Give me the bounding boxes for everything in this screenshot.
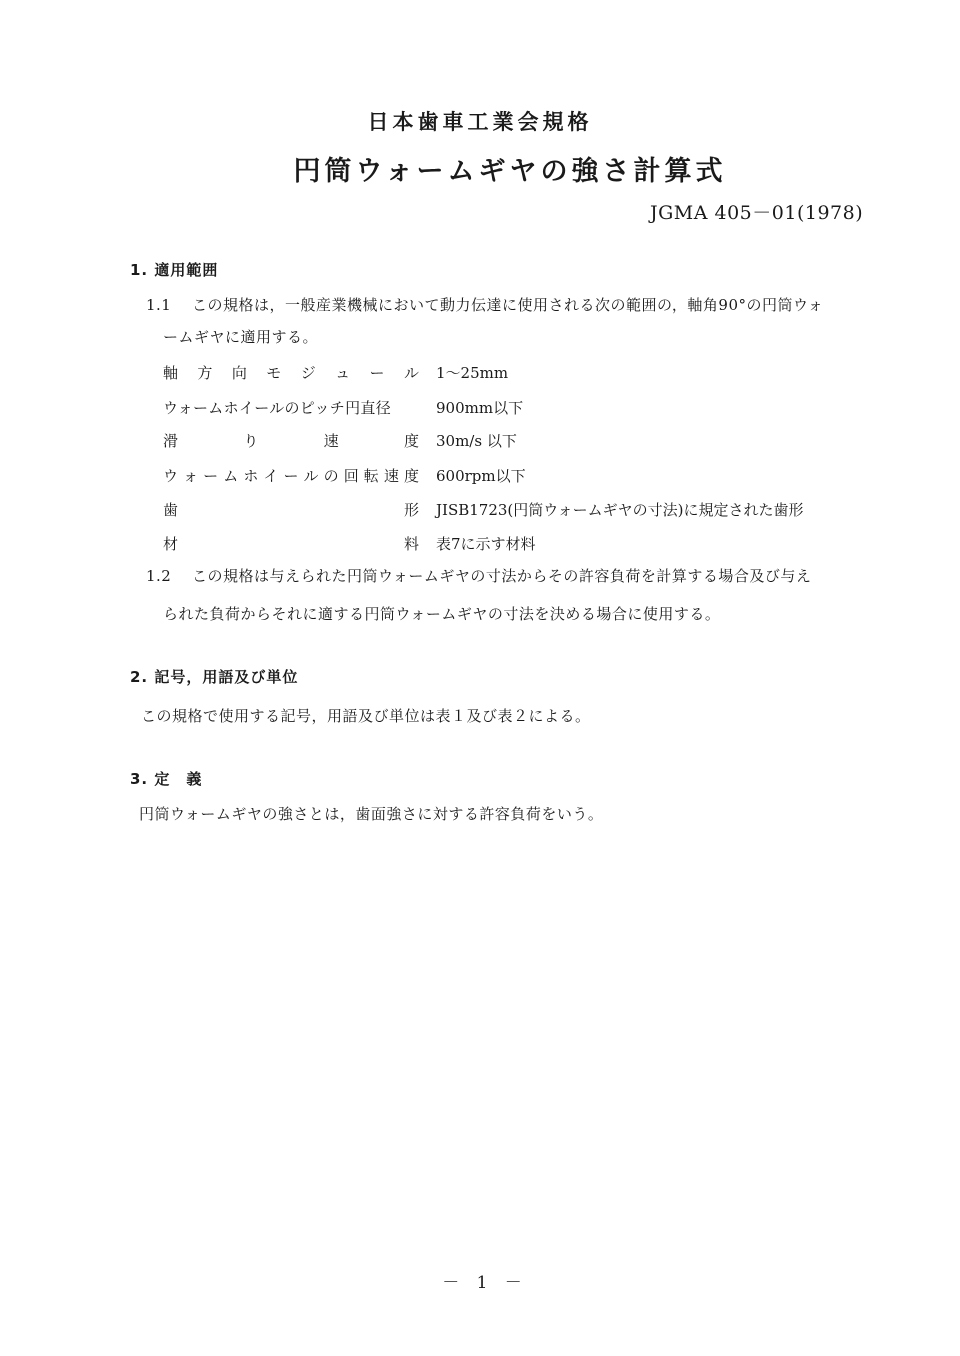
page-number: － 1 － (442, 1273, 528, 1293)
clause-1-1-number: 1.1 (146, 296, 172, 314)
section-1-heading: 1. 適用範囲 (130, 261, 219, 279)
clause-1-1-line2: ームギヤに適用する。 (163, 328, 319, 346)
spec-label: ウ ォ ー ム ホ イ ー ル の 回 転 速 度 (163, 467, 419, 485)
clause-1-2-line2: られた負荷からそれに適する円筒ウォームギヤの寸法を決める場合に使用する。 (163, 605, 721, 623)
spec-value: 30m/s 以下 (436, 432, 517, 450)
section-3-heading: 3. 定 義 (130, 770, 203, 788)
spec-value: JISB1723(円筒ウォームギヤの寸法)に規定された歯形 (436, 501, 804, 519)
spec-value: 1～25mm (436, 364, 509, 382)
organization-name: 日本歯車工業会規格 (367, 110, 593, 134)
spec-value: 600rpm以下 (436, 467, 526, 485)
spec-label: 歯 形 (163, 501, 419, 519)
spec-label: 材 料 (163, 535, 419, 553)
spec-label: 滑 り 速 度 (163, 432, 419, 450)
section-2-heading: 2. 記号，用語及び単位 (130, 668, 299, 686)
spec-label: 軸 方 向 モ ジ ュ ー ル (163, 364, 419, 382)
spec-value: 900mm以下 (436, 399, 524, 417)
document-title: 円筒ウォームギヤの強さ計算式 (293, 156, 727, 187)
clause-1-1-line1 (146, 294, 823, 315)
section-2-text: この規格で使用する記号，用語及び単位は表１及び表２による。 (141, 707, 591, 725)
clause-1-2-line1 (146, 565, 811, 586)
clause-1-2-number: 1.2 (146, 567, 172, 585)
spec-label: ウォームホイールのピッチ円直径 (163, 399, 392, 417)
spec-value: 表7に示す材料 (436, 535, 536, 553)
clause-1-1-text: この規格は，一般産業機械において動力伝達に使用される次の範囲の，軸角90°の円筒ウォ (192, 296, 824, 314)
section-3-text: 円筒ウォームギヤの強さとは，歯面強さに対する許容負荷をいう。 (139, 805, 604, 823)
clause-1-2-text: この規格は与えられた円筒ウォームギヤの寸法からその許容負荷を計算する場合及び与え (192, 567, 812, 585)
standard-code: JGMA 405－01(1978) (650, 202, 864, 224)
